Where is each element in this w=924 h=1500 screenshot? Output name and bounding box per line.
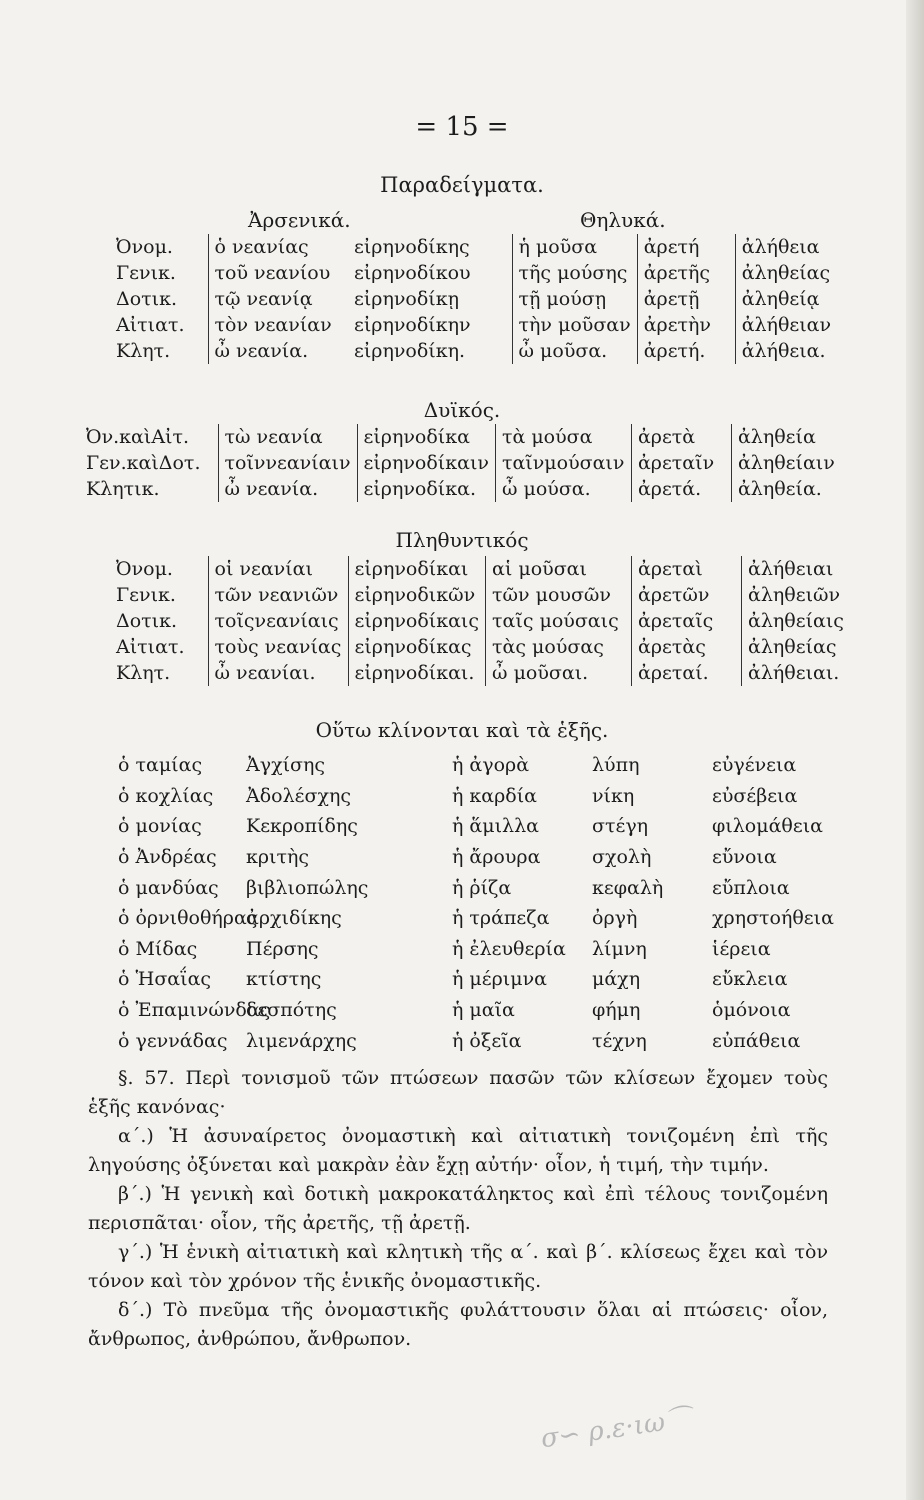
word-form: εἰρηνοδίκαι bbox=[348, 556, 486, 582]
word-form: ἀρετῶν bbox=[632, 582, 742, 608]
example-word: ὁ Ἡσαΐας bbox=[118, 968, 212, 991]
example-word: τέχνη bbox=[592, 1029, 647, 1052]
word-form: ἀλήθειαν bbox=[735, 312, 837, 338]
example-word: ἀρχιδίκης bbox=[246, 907, 342, 930]
example-word: ἡ ῥίζα bbox=[452, 876, 512, 899]
word-form: ἀληθεία bbox=[731, 424, 840, 450]
word-form: αἱ μοῦσαι bbox=[486, 556, 632, 582]
word-form: ταῖνμούσαιν bbox=[495, 450, 631, 476]
example-word: φήμη bbox=[592, 999, 641, 1022]
paradigm-row bbox=[116, 556, 850, 582]
example-word: ὁ Ἀνδρέας bbox=[118, 846, 217, 869]
word-form: ἀληθειῶν bbox=[742, 582, 850, 608]
word-form: ἀρετή. bbox=[637, 338, 735, 364]
word-form: ἀρεταί. bbox=[632, 660, 742, 686]
word-form: ἀληθεία. bbox=[731, 476, 840, 502]
section-57-heading: §. 57. Περὶ τονισμοῦ τῶν πτώσεων πασῶν τῶν κλίσεων ἔχομεν τοὺς ἑξῆς κανόνας· bbox=[88, 1067, 828, 1118]
example-word: Ἀδολέσχης bbox=[246, 784, 351, 807]
example-word: κεφαλὴ bbox=[592, 876, 664, 899]
example-word: Πέρσης bbox=[246, 937, 319, 960]
case-label: Γενικ. bbox=[116, 262, 176, 284]
example-word: ὁμόνοια bbox=[712, 999, 791, 1022]
singular-table bbox=[116, 234, 837, 364]
word-form: ὁ νεανίας bbox=[208, 234, 348, 260]
case-label: Ὀν.καὶΑἰτ. bbox=[86, 426, 190, 448]
word-form: τοῖννεανίαιν bbox=[218, 450, 357, 476]
example-word: κτίστης bbox=[246, 968, 322, 991]
paradigm-row bbox=[116, 660, 850, 686]
example-row bbox=[118, 903, 834, 934]
paradigm-row bbox=[86, 450, 841, 476]
page-number: = 15 = bbox=[415, 112, 509, 142]
example-word: ὁ κοχλίας bbox=[118, 784, 214, 807]
pencil-mark: σ∽ ρ.ε·ιω⌒ bbox=[538, 1403, 693, 1455]
example-row bbox=[118, 750, 823, 781]
case-label: Κλητ. bbox=[116, 340, 171, 362]
case-label: Ὀνομ. bbox=[116, 558, 173, 580]
example-row bbox=[118, 781, 823, 812]
masculine-heading: Ἀρσενικά. bbox=[248, 208, 351, 232]
case-label: Αἰτιατ. bbox=[116, 636, 185, 658]
paradigm-row bbox=[116, 338, 837, 364]
example-word: εὐγένεια bbox=[712, 754, 797, 777]
word-form: τῆς μούσης bbox=[512, 260, 637, 286]
example-word: μάχη bbox=[592, 968, 641, 991]
plural-heading: Πληθυντικός bbox=[395, 528, 529, 552]
example-word: ἡ τράπεζα bbox=[452, 907, 550, 930]
example-word: ἡ μαῖα bbox=[452, 999, 515, 1022]
example-word: ὀργὴ bbox=[592, 907, 638, 930]
word-form: ἀρετῇ bbox=[637, 286, 735, 312]
word-form: ἀρετά. bbox=[631, 476, 731, 502]
word-form: τοῦ νεανίου bbox=[208, 260, 348, 286]
word-form: ἀληθείας bbox=[735, 260, 837, 286]
example-word: λύπη bbox=[592, 754, 640, 777]
rule-d: δ΄.) Τὸ πνεῦμα τῆς ὀνομαστικῆς φυλάττουσιν ὅλαι αἱ πτώσεις· οἷον, ἄνθρωπος, ἀνθρώπου, ἄνθρωπον. bbox=[88, 1299, 828, 1350]
example-row bbox=[118, 1025, 823, 1056]
example-word: ἱέρεια bbox=[712, 937, 771, 960]
word-form: εἰρηνοδίκην bbox=[354, 314, 471, 336]
word-form: ἀρεταῖν bbox=[631, 450, 731, 476]
case-label: Δοτικ. bbox=[116, 288, 178, 310]
word-form: ἡ μοῦσα bbox=[512, 234, 637, 260]
word-form: τὰς μούσας bbox=[486, 634, 632, 660]
word-form: ἀληθείαις bbox=[742, 608, 850, 634]
example-row bbox=[118, 872, 823, 903]
example-word: ἡ ἀγορὰ bbox=[452, 754, 530, 777]
example-word: χρηστοήθεια bbox=[712, 907, 834, 930]
word-form: ἀληθείας bbox=[742, 634, 850, 660]
example-word: φιλομάθεια bbox=[712, 815, 823, 838]
paradigm-row bbox=[86, 424, 841, 450]
word-form: ταῖς μούσαις bbox=[486, 608, 632, 634]
word-form: ὦ νεανία. bbox=[208, 338, 348, 364]
example-word: λίμνη bbox=[592, 937, 647, 960]
word-form: ἀληθείαιν bbox=[731, 450, 840, 476]
case-label: Γενικ. bbox=[116, 584, 176, 606]
rules-section bbox=[88, 1064, 828, 1354]
word-form: τῷ νεανίᾳ bbox=[208, 286, 348, 312]
example-word: ὁ Μίδας bbox=[118, 937, 198, 960]
example-row bbox=[118, 934, 823, 965]
word-form: τὴν μοῦσαν bbox=[512, 312, 637, 338]
word-form: ὦ νεανία. bbox=[218, 476, 357, 502]
case-label: Κλητ. bbox=[116, 662, 171, 684]
example-word: νίκη bbox=[592, 784, 635, 807]
case-label: Δοτικ. bbox=[116, 610, 178, 632]
example-word: ὁ ὀρνιθοθήρας bbox=[118, 907, 258, 930]
word-form: τὼ νεανία bbox=[218, 424, 357, 450]
example-row bbox=[118, 995, 823, 1026]
examples-heading: Οὕτω κλίνονται καὶ τὰ ἑξῆς. bbox=[315, 718, 609, 742]
example-row bbox=[118, 842, 823, 873]
word-form: ἀρεταῖς bbox=[632, 608, 742, 634]
dual-heading: Δυϊκός. bbox=[423, 398, 501, 422]
example-word: ἡ ἄρουρα bbox=[452, 846, 541, 869]
example-word: ὁ μονίας bbox=[118, 815, 202, 838]
feminine-heading: Θηλυκά. bbox=[580, 208, 666, 232]
word-form: ὦ μούσα. bbox=[495, 476, 631, 502]
word-form: εἰρηνοδίκαις bbox=[348, 608, 486, 634]
example-word: εὔνοια bbox=[712, 846, 777, 869]
word-form: ἀλήθεια. bbox=[735, 338, 837, 364]
example-word: ἡ μέριμνα bbox=[452, 968, 547, 991]
case-label: Κλητικ. bbox=[86, 478, 160, 500]
example-word: ὁ Ἐπαμινώνδας bbox=[118, 999, 271, 1022]
example-word: λιμενάρχης bbox=[246, 1029, 357, 1052]
paradigm-row bbox=[116, 286, 837, 312]
word-form: τοῖςνεανίαις bbox=[208, 608, 348, 634]
examples-list bbox=[118, 750, 834, 1056]
example-row bbox=[118, 811, 823, 842]
word-form: εἰρηνοδίκα bbox=[357, 424, 495, 450]
word-form: ἀληθείᾳ bbox=[735, 286, 837, 312]
example-word: εὔκλεια bbox=[712, 968, 788, 991]
word-form: οἱ νεανίαι bbox=[208, 556, 348, 582]
word-form: τὸν νεανίαν bbox=[208, 312, 348, 338]
word-form: εἰρηνοδικῶν bbox=[348, 582, 486, 608]
word-form: τὰ μούσα bbox=[495, 424, 631, 450]
plural-table bbox=[116, 556, 850, 686]
paradigm-row bbox=[116, 234, 837, 260]
word-form: ἀλήθεια bbox=[735, 234, 837, 260]
paradigm-row bbox=[116, 634, 850, 660]
case-label: Αἰτιατ. bbox=[116, 314, 185, 336]
example-word: βιβλιοπώλης bbox=[246, 876, 369, 899]
word-form: εἰρηνοδίκα. bbox=[357, 476, 495, 502]
word-form: εἰρηνοδίκης bbox=[354, 236, 470, 258]
example-word: Κεκροπίδης bbox=[246, 815, 358, 838]
example-word: σχολὴ bbox=[592, 846, 652, 869]
word-form: ἀρετή bbox=[637, 234, 735, 260]
word-form: εἰρηνοδίκαι. bbox=[348, 660, 486, 686]
page-title: Παραδείγματα. bbox=[380, 173, 544, 197]
word-form: τῶν νεανιῶν bbox=[208, 582, 348, 608]
example-word: ἡ ὀξεῖα bbox=[452, 1029, 522, 1052]
example-word: ἡ ἅμιλλα bbox=[452, 815, 539, 838]
word-form: ἀλήθειαι bbox=[742, 556, 850, 582]
paradigm-row bbox=[116, 312, 837, 338]
example-word: εὐσέβεια bbox=[712, 784, 798, 807]
rule-c: γ΄.) Ἡ ἑνικὴ αἰτιατικὴ καὶ κλητικὴ τῆς α΄. καὶ β΄. κλίσεως ἔχει καὶ τὸν τόνον καὶ τὸν χρόνον τῆς ἑνικῆς ὀνομαστικῆς. bbox=[88, 1241, 828, 1292]
example-word: ὁ μανδύας bbox=[118, 876, 219, 899]
example-word: δεσπότης bbox=[246, 999, 337, 1022]
word-form: ἀρετὴν bbox=[637, 312, 735, 338]
word-form: ἀρετὰ bbox=[631, 424, 731, 450]
example-word: εὔπλοια bbox=[712, 876, 790, 899]
case-label: Ὀνομ. bbox=[116, 236, 173, 258]
word-form: τῇ μούσῃ bbox=[512, 286, 637, 312]
example-word: κριτὴς bbox=[246, 846, 310, 869]
example-word: ἡ ἐλευθερία bbox=[452, 937, 566, 960]
example-word: ὁ γεννάδας bbox=[118, 1029, 228, 1052]
example-row bbox=[118, 964, 823, 995]
word-form: ἀρεταὶ bbox=[632, 556, 742, 582]
word-form: τοὺς νεανίας bbox=[208, 634, 348, 660]
example-word: εὐπάθεια bbox=[712, 1029, 801, 1052]
word-form: εἰρηνοδίκαιν bbox=[357, 450, 495, 476]
word-form: ἀρετῆς bbox=[637, 260, 735, 286]
dual-table bbox=[86, 424, 841, 502]
example-word: Ἀγχίσης bbox=[246, 754, 326, 777]
word-form: εἰρηνοδίκου bbox=[354, 262, 471, 284]
word-form: ἀλήθειαι. bbox=[742, 660, 850, 686]
example-word: ὁ ταμίας bbox=[118, 754, 203, 777]
page-edge bbox=[906, 0, 924, 1500]
rule-a: α΄.) Ἡ ἀσυναίρετος ὀνομαστικὴ καὶ αἰτιατικὴ τονιζομένη ἐπὶ τῆς ληγούσης ὀξύνεται καὶ μακρὰν ἐὰν ἔχῃ αὐτήν· οἷον, ἡ τιμή, τὴν τιμήν. bbox=[88, 1125, 828, 1176]
word-form: εἰρηνοδίκας bbox=[348, 634, 486, 660]
word-form: ὦ μοῦσα. bbox=[512, 338, 637, 364]
word-form: ἀρετὰς bbox=[632, 634, 742, 660]
word-form: ὦ μοῦσαι. bbox=[486, 660, 632, 686]
example-word: ἡ καρδία bbox=[452, 784, 538, 807]
word-form: ὦ νεανίαι. bbox=[208, 660, 348, 686]
word-form: τῶν μουσῶν bbox=[486, 582, 632, 608]
rule-b: β΄.) Ἡ γενικὴ καὶ δοτικὴ μακροκατάληκτος καὶ ἐπὶ τέλους τονιζομένη περισπᾶται· οἷον, τῆς ἀρετῆς, τῇ ἀρετῇ. bbox=[88, 1183, 828, 1234]
paradigm-row bbox=[116, 608, 850, 634]
word-form: εἰρηνοδίκῃ bbox=[354, 288, 459, 310]
word-form: εἰρηνοδίκη. bbox=[354, 340, 466, 362]
paradigm-row bbox=[86, 476, 841, 502]
paradigm-row bbox=[116, 582, 850, 608]
paradigm-row bbox=[116, 260, 837, 286]
case-label: Γεν.καὶΔοτ. bbox=[86, 452, 201, 474]
example-word: στέγη bbox=[592, 815, 649, 838]
